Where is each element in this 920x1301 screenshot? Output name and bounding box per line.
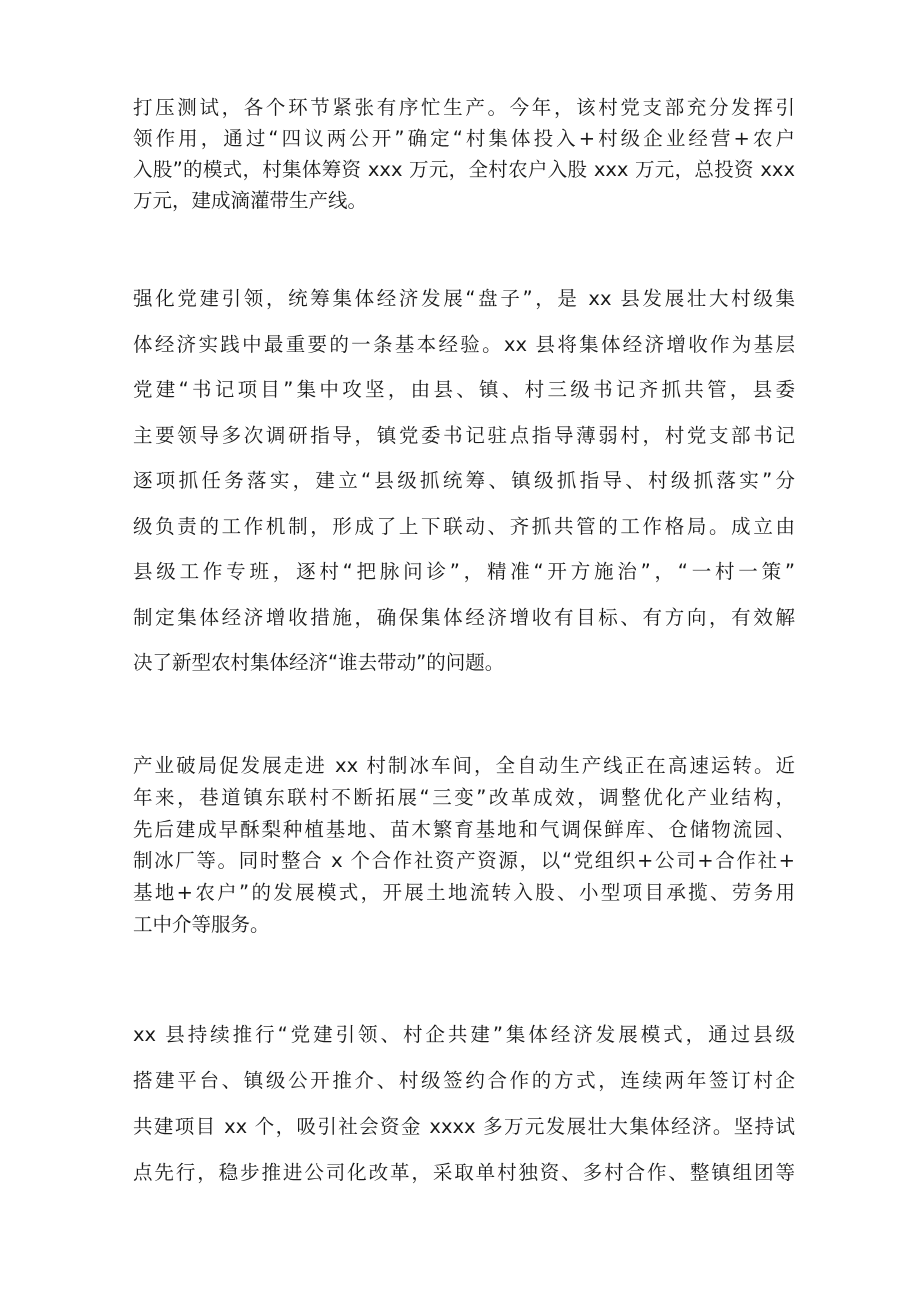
text-line: 产业破局促发展走进 xx 村制冰车间，全自动生产线正在高速运转。近 bbox=[133, 754, 795, 777]
text-line: 体经济实践中最重要的一条基本经验。xx 县将集体经济增收作为基层 bbox=[133, 332, 795, 356]
text-line: 主要领导多次调研指导，镇党委书记驻点指导薄弱村，村党支部书记 bbox=[133, 423, 795, 447]
text-line: 共建项目 xx 个，吸引社会资金 xxxx 多万元发展壮大集体经济。坚持试 bbox=[133, 1115, 795, 1138]
text-line: 逐项抓任务落实，建立“县级抓统筹、镇级抓指导、村级抓落实”分 bbox=[133, 469, 795, 492]
text-line: 打压测试，各个环节紧张有序忙生产。今年，该村党支部充分发挥引 bbox=[133, 96, 795, 119]
text-line: 级负责的工作机制，形成了上下联动、齐抓共管的工作格局。成立由 bbox=[133, 514, 795, 538]
text-line: 万元，建成滴灌带生产线。 bbox=[133, 189, 368, 212]
text-line: xx 县持续推行“党建引领、村企共建”集体经济发展模式，通过县级 bbox=[133, 1023, 795, 1046]
text-line: 入股”的模式，村集体筹资 xxx 万元，全村农户入股 xxx 万元，总投资 xxx bbox=[133, 158, 795, 181]
text-line: 工中介等服务。 bbox=[133, 912, 270, 936]
paragraph-3 bbox=[133, 750, 795, 941]
paragraph-1 bbox=[133, 92, 795, 216]
text-line: 县级工作专班，逐村“把脉问诊”，精准“开方施治”，“一村一策” bbox=[133, 560, 795, 583]
paragraph-2 bbox=[133, 276, 795, 686]
text-line: 制冰厂等。同时整合 x 个合作社资产资源，以“党组织+公司+合作社+ bbox=[133, 849, 795, 873]
text-line: 点先行，稳步推进公司化改革，采取单村独资、多村合作、整镇组团等 bbox=[133, 1161, 795, 1184]
text-line: 党建“书记项目”集中攻坚，由县、镇、村三级书记齐抓共管，县委 bbox=[133, 378, 795, 401]
text-line: 强化党建引领，统筹集体经济发展“盘子”，是 xx 县发展壮大村级集 bbox=[133, 287, 795, 310]
text-line: 先后建成早酥梨种植基地、苗木繁育基地和气调保鲜库、仓储物流园、 bbox=[133, 817, 795, 841]
paragraph-4 bbox=[133, 1012, 795, 1196]
text-line: 制定集体经济增收措施，确保集体经济增收有目标、有方向，有效解 bbox=[133, 605, 795, 629]
text-line: 搭建平台、镇级公开推介、村级签约合作的方式，连续两年签订村企 bbox=[133, 1069, 795, 1092]
text-line: 年来，巷道镇东联村不断拓展“三变”改革成效，调整优化产业结构， bbox=[133, 785, 795, 809]
text-line: 领作用，通过“四议两公开”确定“村集体投入+村级企业经营+农户 bbox=[133, 127, 795, 150]
text-line: 决了新型农村集体经济“谁去带动”的问题。 bbox=[133, 651, 505, 674]
text-line: 基地+农户”的发展模式，开展土地流转入股、小型项目承揽、劳务用 bbox=[133, 881, 795, 905]
